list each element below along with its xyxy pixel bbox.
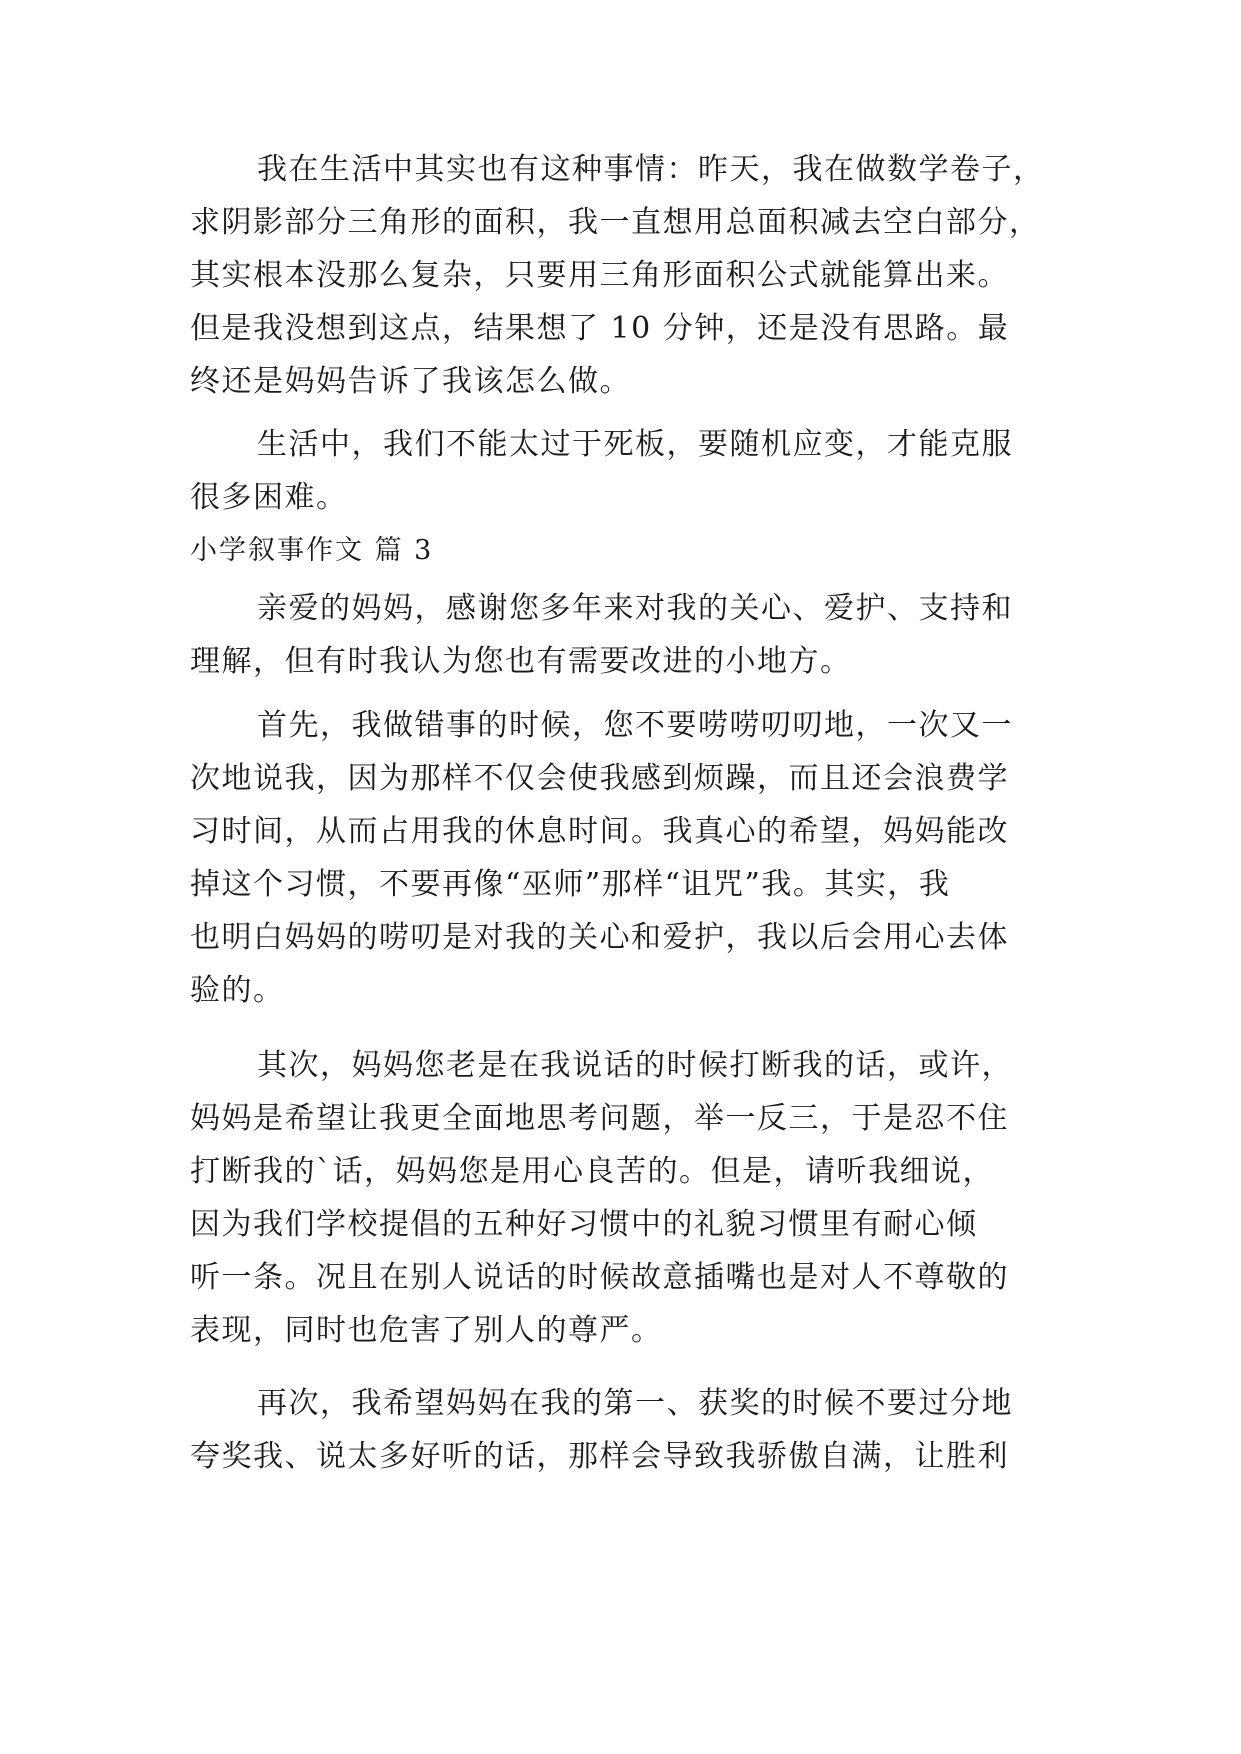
paragraph-line: 其实根本没那么复杂，只要用三角形面积公式就能算出来。 [190,258,1009,293]
paragraph-line: 也明白妈妈的唠叨是对我的关心和爱护，我以后会用心去体 [190,920,1009,955]
paragraph-line: 首先，我做错事的时候，您不要唠唠叨叨地，一次又一 [257,708,1013,743]
paragraph-line: 听一条。况且在别人说话的时候故意插嘴也是对人不尊敬的 [190,1260,1009,1295]
paragraph-line: 验的。 [190,973,285,1008]
paragraph-line: 求阴影部分三角形的面积，我一直想用总面积减去空白部分， [190,205,1041,240]
paragraph-line: 打断我的`话，妈妈您是用心良苦的。但是，请听我细说， [190,1154,994,1189]
paragraph-line: 表现，同时也危害了别人的尊严。 [190,1313,663,1348]
paragraph-line: 夸奖我、说太多好听的话，那样会导致我骄傲自满，让胜利 [190,1439,1009,1474]
paragraph-line: 我在生活中其实也有这种事情：昨天，我在做数学卷子， [257,152,1045,187]
paragraph-line: 很多困难。 [190,480,348,515]
paragraph-line: 亲爱的妈妈，感谢您多年来对我的关心、爱护、支持和 [257,591,1013,626]
paragraph-line: 但是我没想到这点，结果想了 10 分钟，还是没有思路。最 [190,311,1010,346]
paragraph-line: 理解，但有时我认为您也有需要改进的小地方。 [190,644,852,679]
paragraph-line: 次地说我，因为那样不仅会使我感到烦躁，而且还会浪费学 [190,761,1009,796]
section-heading: 小学叙事作文 篇 3 [190,535,434,566]
paragraph-line: 妈妈是希望让我更全面地思考问题，举一反三，于是忍不住 [190,1101,1009,1136]
paragraph-line: 掉这个习惯，不要再像“巫师”那样“诅咒”我。其实，我 [190,867,951,902]
paragraph-line: 习时间，从而占用我的休息时间。我真心的希望，妈妈能改 [190,814,1009,849]
paragraph-line: 因为我们学校提倡的五种好习惯中的礼貌习惯里有耐心倾 [190,1207,978,1242]
paragraph-line: 其次，妈妈您老是在我说话的时候打断我的话，或许， [257,1048,1013,1083]
paragraph-line: 再次，我希望妈妈在我的第一、获奖的时候不要过分地 [257,1386,1013,1421]
paragraph-line: 生活中，我们不能太过于死板，要随机应变，才能克服 [257,427,1013,462]
paragraph-line: 终还是妈妈告诉了我该怎么做。 [190,364,631,399]
